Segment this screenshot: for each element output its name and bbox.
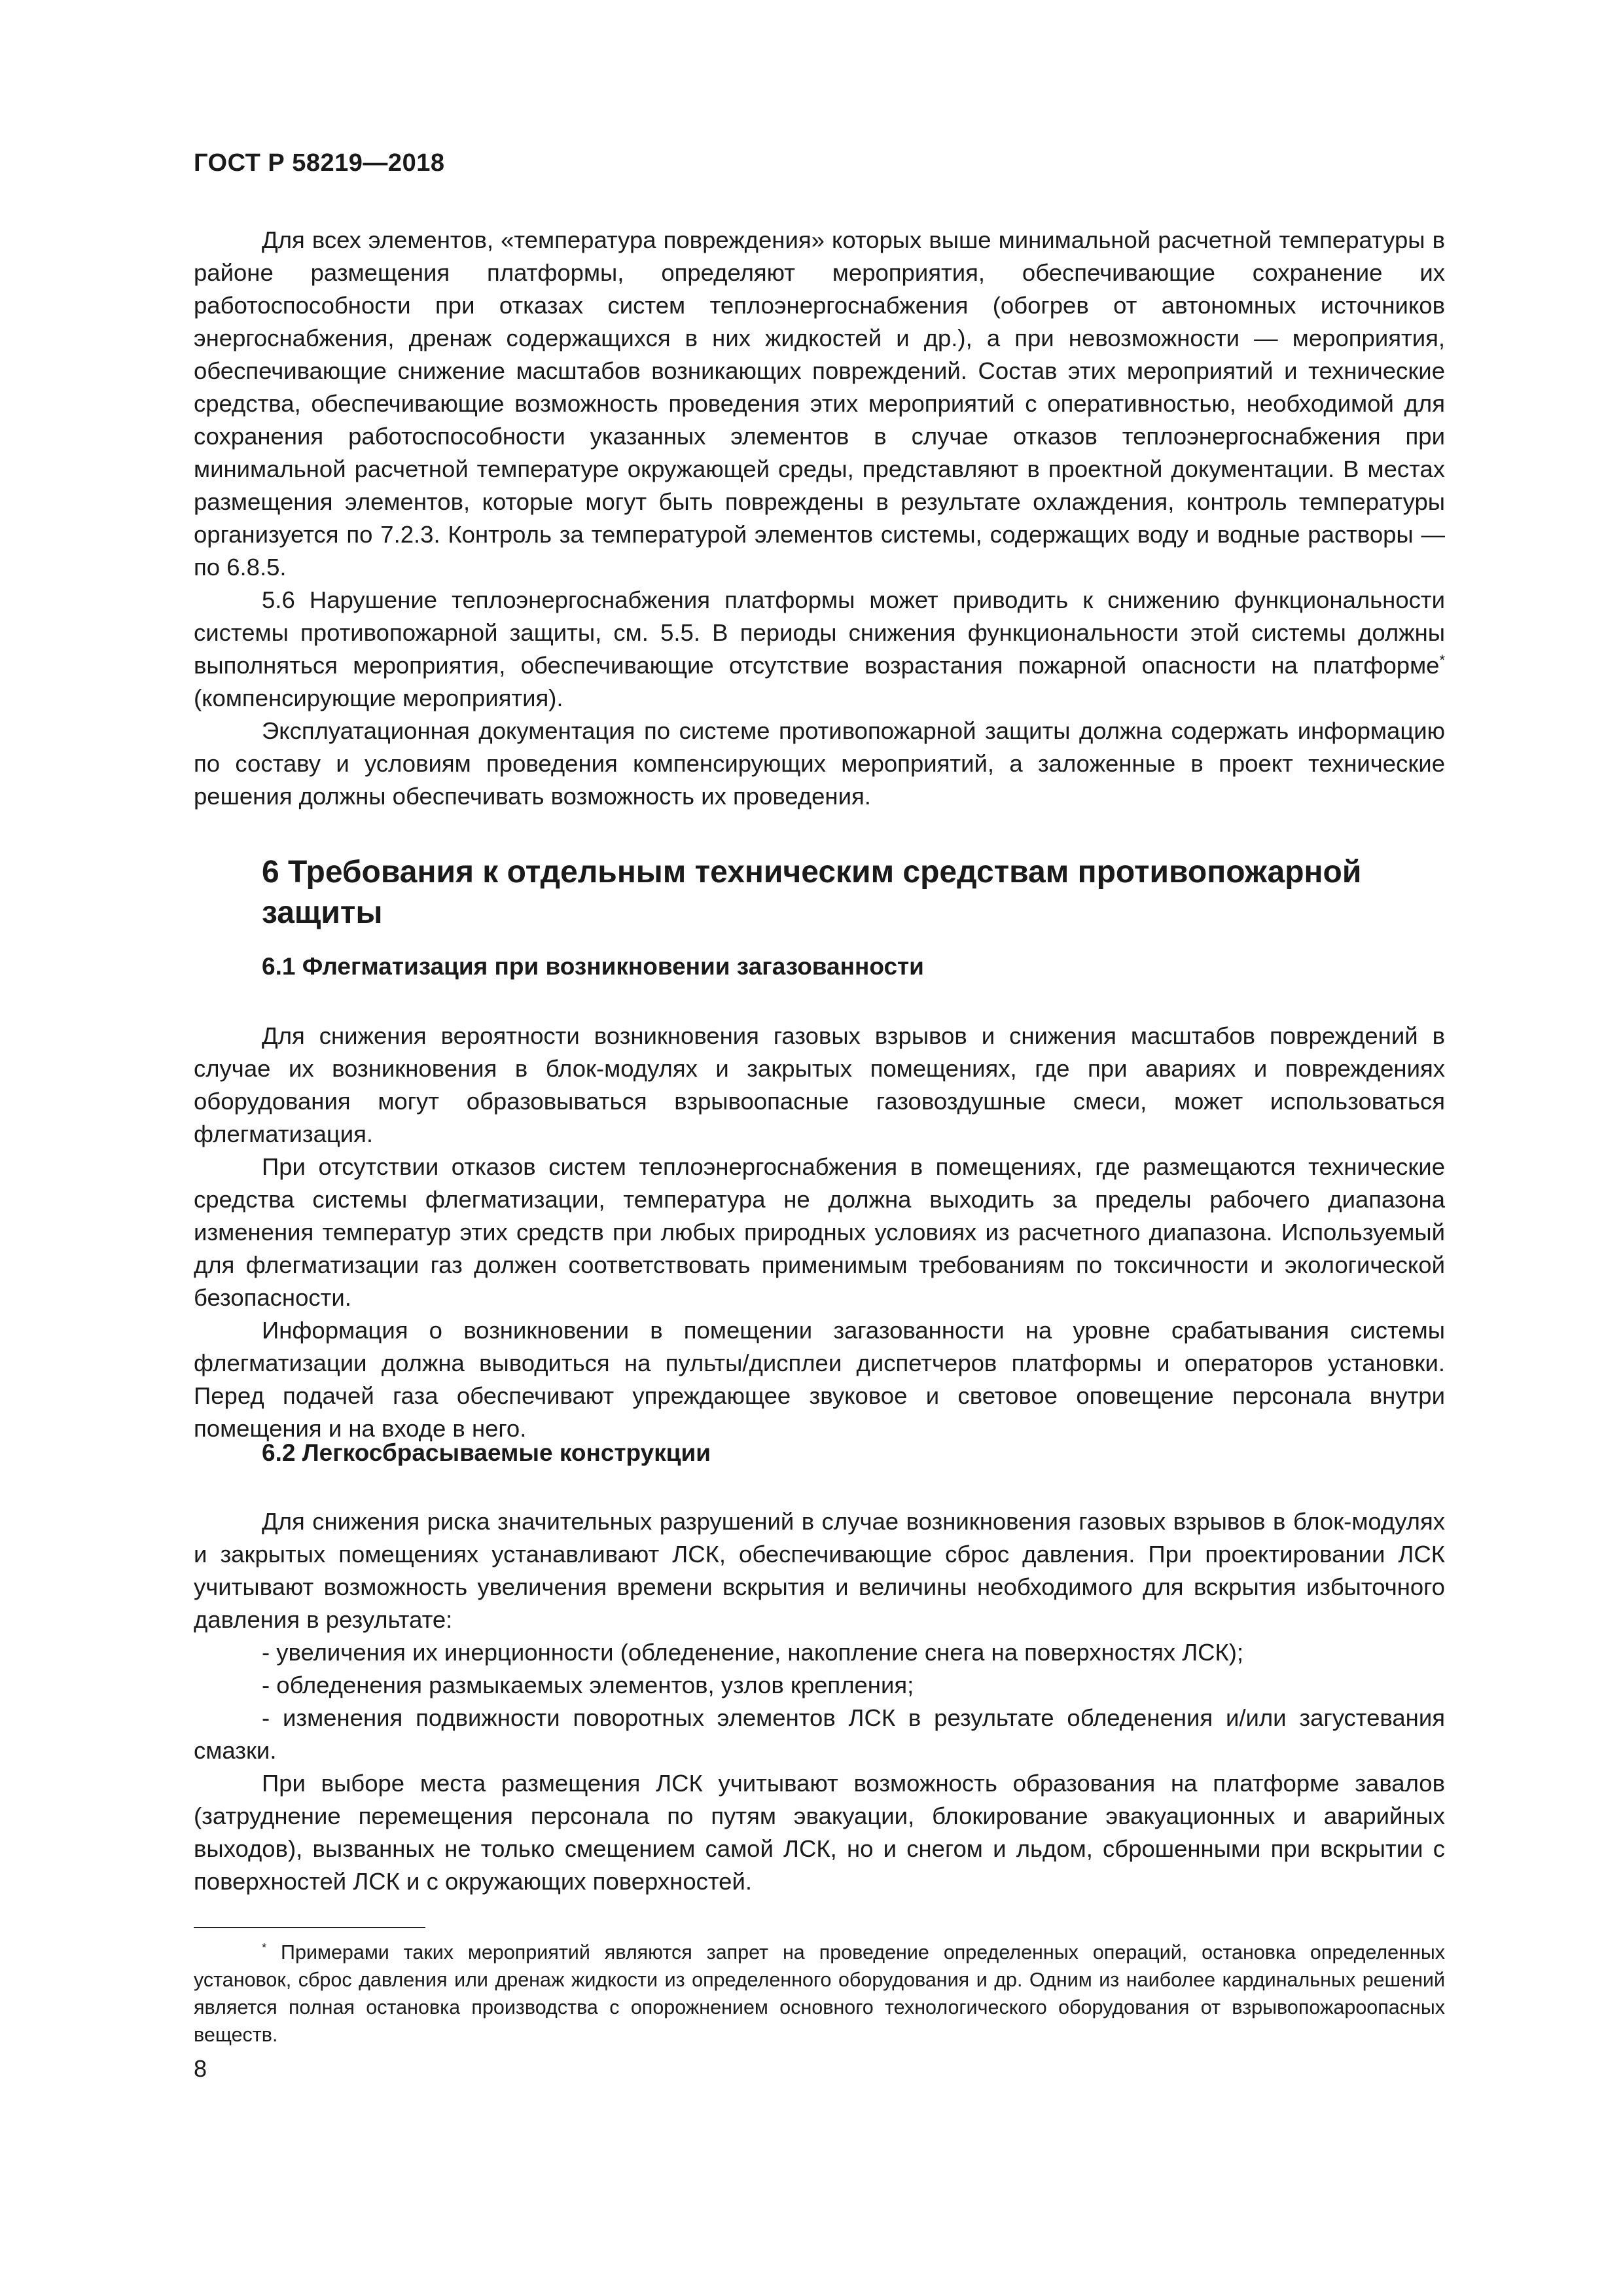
- document-header: ГОСТ Р 58219—2018: [194, 149, 445, 177]
- footnote-mark: *: [262, 1940, 267, 1954]
- list-item: - изменения подвижности поворотных элементов ЛСК в результате обледенения и/или загустевания смазки.: [194, 1704, 1445, 1764]
- subsection-6-1-paragraph-1: Для снижения вероятности возникновения газовых взрывов и снижения масштабов повреждений в случае их возникновения в блок-модулях и закрытых помещениях, где при авариях и повреждениях оборудования могут образовываться взрывоопасные газовоздушные смеси, может использоваться флегматизация.: [194, 1022, 1445, 1147]
- intro-paragraph-3: Эксплуатационная документация по системе противопожарной защиты должна содержать информацию по составу и условиям проведения компенсирующих мероприятий, а заложенные в проект технические решения должны обеспечивать возможность их проведения.: [194, 717, 1445, 810]
- list-item: - обледенения размыкаемых элементов, узлов крепления;: [262, 1672, 914, 1698]
- footnote-reference[interactable]: *: [1439, 651, 1445, 668]
- subsection-6-2-title: 6.2 Легкосбрасываемые конструкции: [262, 1439, 711, 1466]
- subsection-6-1-paragraph-3: Информация о возникновении в помещении загазованности на уровне срабатывания системы флегматизации должна выводиться на пульты/дисплеи диспетчеров платформы и операторов установки. Перед подачей газа обеспечивают упреждающее звуковое и световое оповещение персонала внутри помещения и на входе в него.: [194, 1317, 1445, 1442]
- section-6-title: 6 Требования к отдельным техническим средствам противопожарной защиты: [262, 855, 1362, 930]
- subsection-6-2-paragraph-2: При выборе места размещения ЛСК учитывают возможность образования на платформе завалов (затруднение перемещения персонала по путям эвакуации, блокирование эвакуационных и аварийных выходов), вызванных не только смещением самой ЛСК, но и снегом и льдом, сброшенными при вскрытии с поверхностей ЛСК и с окружающих поверхностей.: [194, 1770, 1445, 1895]
- footnote-text: Примерами таких мероприятий являются запрет на проведение определенных операций, остановка определенных установок, сброс давления или дренаж жидкости из определенного оборудования и др. Одним из наиболее кардинальных решений является полная остановка производства с опорожнением основного технологического оборудования от взрывопожароопасных веществ.: [194, 1941, 1445, 2046]
- intro-paragraph-2: [194, 584, 1445, 715]
- footnote-divider: [194, 1927, 425, 1928]
- subsection-6-1-title: 6.1 Флегматизация при возникновении загазованности: [262, 953, 924, 980]
- intro-paragraph-2-text: 5.6 Нарушение теплоэнергоснабжения платформы может приводить к снижению функциональности системы противопожарной защиты, см. 5.5. В периоды снижения функциональности этой системы должны выполняться мероприятия, обеспечивающие отсутствие возрастания пожарной опасности на платформе: [194, 586, 1445, 679]
- subsection-6-2-body: [194, 1505, 1445, 1898]
- intro-paragraph-1: Для всех элементов, «температура повреждения» которых выше минимальной расчетной температуры в районе размещения платформы, определяют мероприятия, обеспечивающие сохранение их работоспособности при отказах систем теплоэнергоснабжения (обогрев от автономных источников энергоснабжения, дренаж содержащихся в них жидкостей и др.), а при невозможности — мероприятия, обеспечивающие снижение масштабов возникающих повреждений. Состав этих мероприятий и технические средства, обеспечивающие возможность проведения этих мероприятий с оперативностью, необходимой для сохранения работоспособности указанных элементов в случае отказов теплоэнергоснабжения при минимальной расчетной температуре окружающей среды, представляют в проектной документации. В местах размещения элементов, которые могут быть повреждены в результате охлаждения, контроль температуры организуется по 7.2.3. Контроль за температурой элементов системы, содержащих воду и водные растворы — по 6.8.5.: [194, 226, 1445, 581]
- intro-paragraph-2-tail: (компенсирующие мероприятия).: [194, 685, 563, 711]
- page-number: 8: [194, 2055, 207, 2082]
- intro-text-block: [194, 224, 1445, 813]
- subsection-6-1-body: [194, 1020, 1445, 1445]
- footnote: [194, 1939, 1445, 2049]
- subsection-6-2-paragraph-1: Для снижения риска значительных разрушений в случае возникновения газовых взрывов в блок-модулях и закрытых помещениях устанавливают ЛСК, обеспечивающие сброс давления. При проектировании ЛСК учитывают возможность увеличения времени вскрытия и величины необходимого для вскрытия избыточного давления в результате:: [194, 1508, 1445, 1633]
- subsection-6-1-paragraph-2: При отсутствии отказов систем теплоэнергоснабжения в помещениях, где размещаются технические средства системы флегматизации, температура не должна выходить за пределы рабочего диапазона изменения температур этих средств при любых природных условиях из расчетного диапазона. Используемый для флегматизации газ должен соответствовать применимым требованиям по токсичности и экологической безопасности.: [194, 1153, 1445, 1311]
- list-item: - увеличения их инерционности (обледенение, накопление снега на поверхностях ЛСК);: [262, 1639, 1244, 1666]
